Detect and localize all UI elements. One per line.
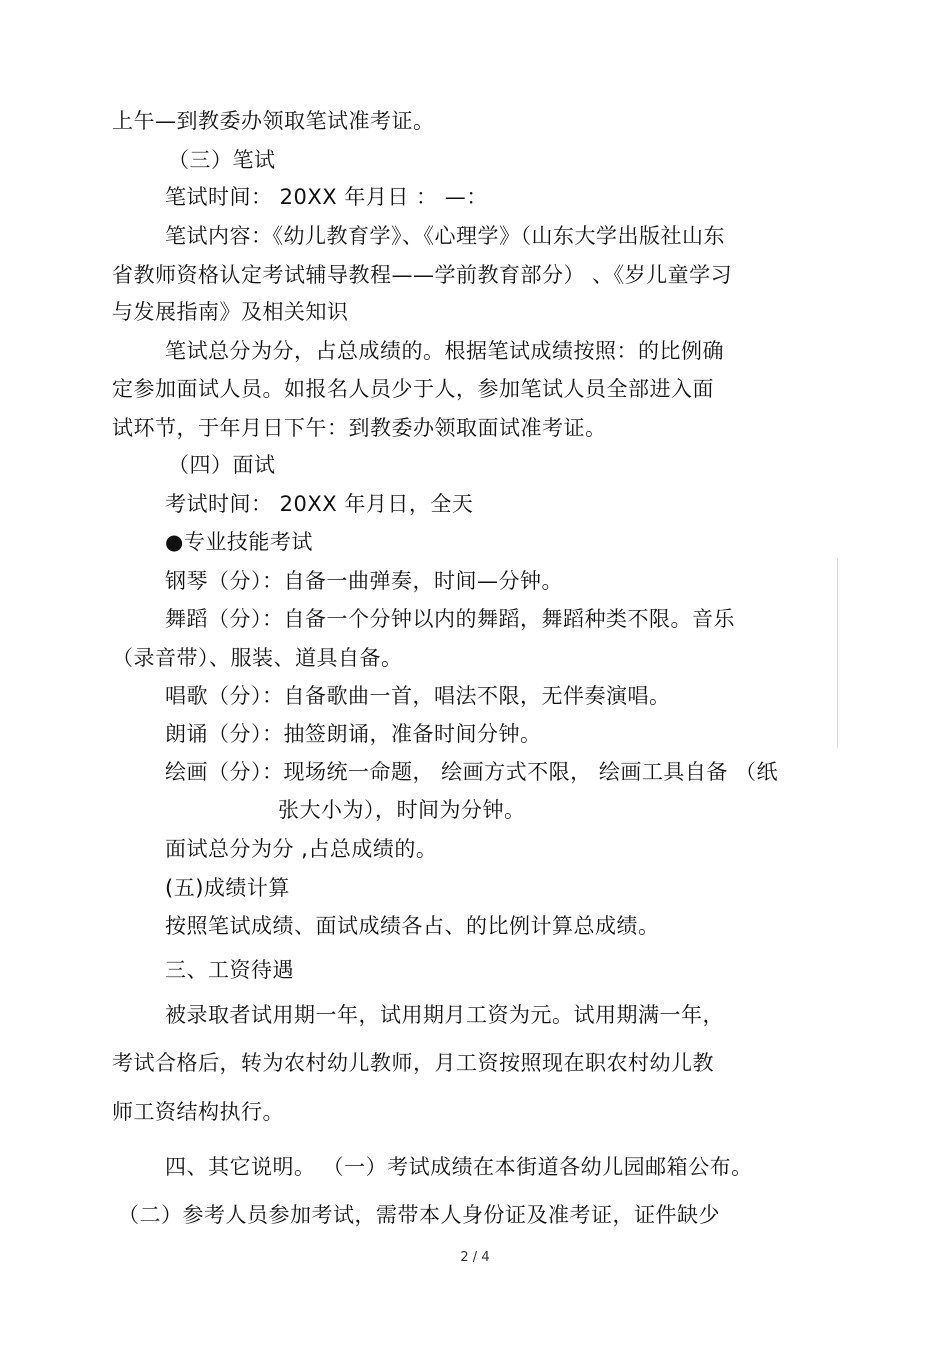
section-heading: （三）笔试 bbox=[168, 148, 276, 172]
text-line: 试环节，于年月日下午：到教委办领取面试准考证。 bbox=[112, 416, 607, 440]
text-line: 笔试时间： 20XX 年月日 ： —： bbox=[165, 185, 488, 209]
text-line: 绘画（分）：现场统一命题， 绘画方式不限， 绘画工具自备 （纸 bbox=[165, 760, 779, 784]
page-number: 2 / 4 bbox=[460, 1250, 490, 1265]
text-line: （录音带）、服装、道具自备。 bbox=[112, 646, 403, 670]
text-line: 舞蹈（分）：自备一个分钟以内的舞蹈，舞蹈种类不限。音乐 bbox=[165, 607, 735, 631]
text-line: 笔试总分为分，占总成绩的。根据笔试成绩按照：的比例确 bbox=[165, 339, 724, 363]
text-line: 被录取者试用期一年，试用期月工资为元。试用期满一年， bbox=[165, 1003, 724, 1027]
text-line: 朗诵（分）：抽签朗诵，准备时间分钟。 bbox=[165, 722, 542, 746]
text-line: 唱歌（分）：自备歌曲一首，唱法不限，无伴奏演唱。 bbox=[165, 684, 671, 708]
text-line: 笔试内容：《幼儿教育学》、《心理学》（山东大学出版社山东 bbox=[165, 224, 725, 248]
text-line: 张大小为），时间为分钟。 bbox=[278, 798, 526, 822]
text-line: 定参加面试人员。如报名人员少于人，参加笔试人员全部进入面 bbox=[112, 377, 714, 401]
text-line: 上午—到教委办领取笔试准考证。 bbox=[112, 109, 435, 133]
text-line: 师工资结构执行。 bbox=[112, 1100, 284, 1124]
text-line: 面试总分为分 ,占总成绩的。 bbox=[165, 837, 438, 861]
text-line: 按照笔试成绩、面试成绩各占、的比例计算总成绩。 bbox=[165, 914, 660, 938]
section-heading: （四）面试 bbox=[168, 453, 276, 477]
text-line: 省教师资格认定考试辅导教程——学前教育部分） 、《岁儿童学习 bbox=[112, 263, 733, 287]
section-heading: 三、工资待遇 bbox=[165, 958, 294, 982]
text-line: 考试时间： 20XX 年月日，全天 bbox=[165, 492, 474, 516]
text-line: （二）参考人员参加考试，需带本人身份证及准考证，证件缺少 bbox=[118, 1203, 720, 1227]
margin-rule bbox=[837, 558, 838, 748]
text-line: 与发展指南》及相关知识 bbox=[112, 300, 349, 324]
bullet-heading: ●专业技能考试 bbox=[165, 530, 313, 554]
text-line: 四、其它说明。 （一）考试成绩在本街道各幼儿园邮箱公布。 bbox=[165, 1155, 753, 1179]
section-heading: (五)成绩计算 bbox=[165, 876, 290, 900]
text-line: 钢琴（分）：自备一曲弹奏，时间—分钟。 bbox=[165, 569, 563, 593]
text-line: 考试合格后，转为农村幼儿教师，月工资按照现在职农村幼儿教 bbox=[112, 1051, 714, 1075]
